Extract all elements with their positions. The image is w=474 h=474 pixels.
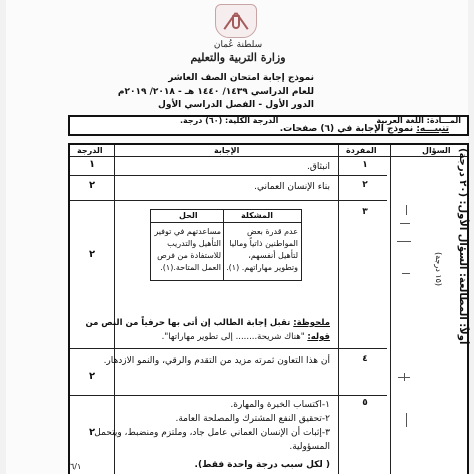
problem-text: عدم قدرة بعض المواطنين ذاتياً وماليا لتأهيل أنفسهم، وتطوير مهاراتهم. (١). bbox=[226, 227, 298, 272]
row-item-1: ١ bbox=[362, 160, 368, 170]
oman-emblem-icon bbox=[215, 4, 257, 38]
problem-header: المشكلة bbox=[240, 211, 273, 220]
page-number: ٦/١ bbox=[70, 462, 82, 471]
row-answer-5-line-3: ٣-إثبات أن الإنسان العماني عامل جاد، وملتزم ومنضبط، ويتحمل bbox=[94, 428, 330, 438]
question-label: أولاً: المطالعة: السؤال الأول: (٢٠ درجة) bbox=[457, 148, 468, 345]
subject-label: المـــادة: اللغة العربية bbox=[376, 116, 461, 125]
question-marks: (١٥ درجة) bbox=[434, 252, 443, 287]
row-grade-3: ٢ bbox=[88, 249, 96, 260]
row-answer-5-line-2: ٢-تحقيق النفع المشترك والمصلحة العامة. bbox=[175, 414, 330, 424]
answer-table bbox=[68, 143, 469, 474]
row-grade-1: ١ bbox=[88, 159, 96, 170]
col-header-grade: الدرجة bbox=[77, 146, 103, 155]
row-grade-4: ٢ bbox=[88, 371, 96, 382]
ministry-line-1: سلطنة عُمان bbox=[213, 40, 263, 50]
academic-year: للعام الدراسي ١٤٣٩/ ١٤٤٠ هـ - ٢٠١٨/ ٢٠١٩م bbox=[117, 87, 314, 97]
row-answer-4: أن هذا التعاون ثمرته مزيد من التقدم والرقي، والنمو الازدهار. bbox=[103, 356, 330, 366]
total-grade-label: الدرجة الكلية: (٦٠) درجة. bbox=[180, 116, 279, 125]
exam-title: نموذج إجابة امتحان الصف العاشر bbox=[168, 73, 314, 83]
ministry-line-2: وزارة التربية والتعليم bbox=[190, 51, 286, 64]
row-item-2: ٢ bbox=[362, 180, 368, 190]
row-answer-5-line-4: المسؤولية. bbox=[289, 442, 330, 452]
notice-line bbox=[280, 124, 449, 134]
row-item-5: ٥ bbox=[362, 398, 368, 408]
note-text: تقبل إجابة الطالب إن أتى بها حرفياً من النص من bbox=[85, 318, 294, 328]
notice-label: تنبيـــه: bbox=[416, 124, 449, 134]
row-answer-2: بناء الإنسان العماني. bbox=[254, 182, 330, 192]
note-line-1 bbox=[70, 316, 330, 330]
col-header-question: السؤال bbox=[422, 146, 451, 155]
row-answer-1: انبثاق. bbox=[306, 162, 330, 172]
note-label: ملحوظة: bbox=[293, 318, 330, 328]
row-item-4: ٤ bbox=[362, 354, 368, 364]
exam-session: الدور الأول - الفصل الدراسي الأول bbox=[158, 100, 314, 110]
row-answer-5-line-1: ١-اكتساب الخبرة والمهارة. bbox=[230, 400, 330, 410]
row-answer-5-footnote: ( لكل سبب درجة واحدة فقط). bbox=[194, 460, 330, 470]
row-item-3: ٣ bbox=[362, 207, 368, 217]
col-header-item: المفردة bbox=[346, 146, 377, 155]
note-line-2 bbox=[70, 330, 330, 344]
solution-header: الحل bbox=[179, 211, 198, 220]
solution-text: مساعدتهم في توفير التأهيل والتدريب للاستفادة من فرص العمل المتاحة.(١). bbox=[154, 227, 221, 272]
answer-key-page bbox=[6, 0, 468, 474]
note2-text: "هناك شريحة........ إلى تطوير مهاراتها". bbox=[161, 332, 308, 342]
row-grade-2: ٢ bbox=[88, 180, 96, 191]
problem-solution-table bbox=[150, 209, 302, 281]
notice-text: نموذج الإجابة في (٦) صفحات. bbox=[279, 124, 417, 134]
note2-label: قوله: bbox=[307, 332, 330, 342]
col-header-answer: الإجابة bbox=[214, 146, 240, 155]
row-grade-5: ٢ bbox=[88, 427, 96, 438]
